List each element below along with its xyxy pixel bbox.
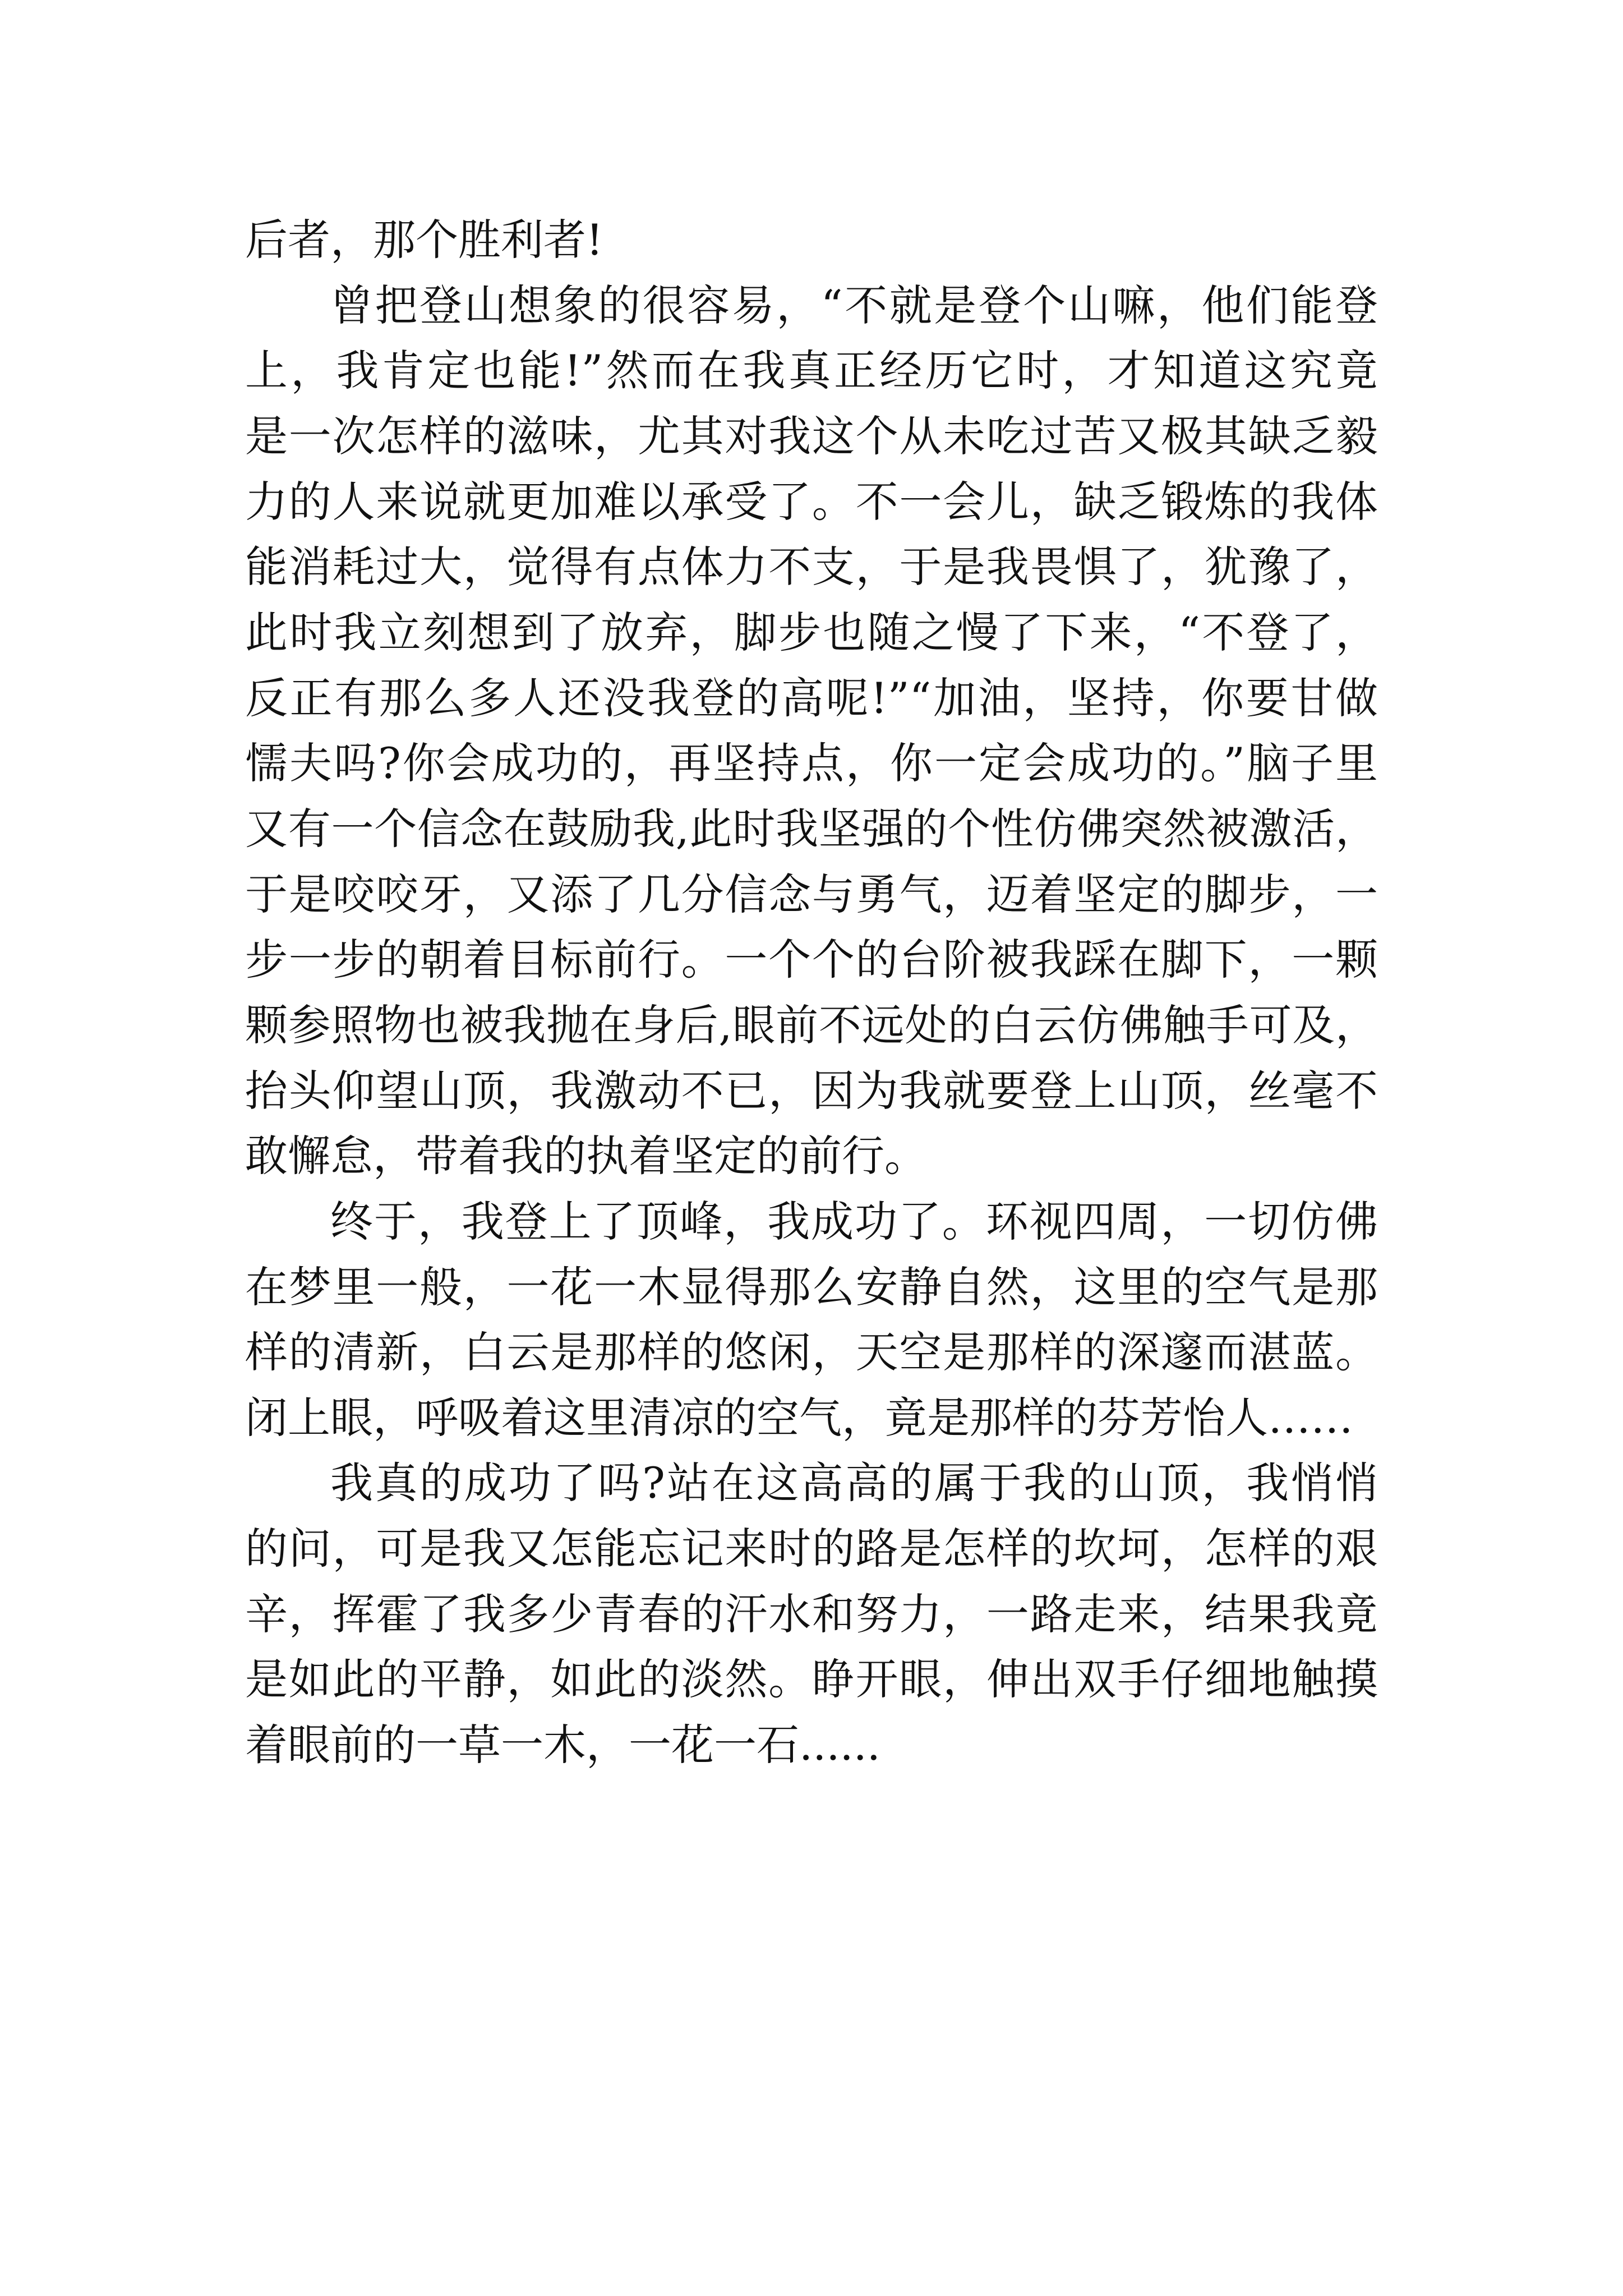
text-line: 曾把登山想象的很容易，“不就是登个山嘛，他们能登	[330, 280, 1378, 330]
paragraph	[245, 273, 1378, 1189]
text-line: 敢懈怠，带着我的执着坚定的前行。	[245, 1131, 927, 1181]
paragraph	[245, 1189, 1378, 1451]
text-line: 颗参照物也被我抛在身后,眼前不远处的白云仿佛触手可及，	[245, 1000, 1378, 1050]
body-text	[245, 208, 1378, 1778]
text-line: 力的人来说就更加难以承受了。不一会儿，缺乏锻炼的我体	[245, 476, 1378, 527]
text-line: 此时我立刻想到了放弃，脚步也随之慢了下来，“不登了，	[245, 607, 1378, 657]
text-line: 样的清新，白云是那样的悠闲，天空是那样的深邃而湛蓝。	[245, 1327, 1378, 1378]
text-line: 抬头仰望山顶，我激动不已，因为我就要登上山顶，丝毫不	[245, 1065, 1378, 1116]
text-line: 的问，可是我又怎能忘记来时的路是怎样的坎坷，怎样的艰	[245, 1524, 1378, 1574]
text-line: 于是咬咬牙，又添了几分信念与勇气，迈着坚定的脚步，一	[245, 869, 1378, 919]
text-line: 反正有那么多人还没我登的高呢!”“加油，坚持，你要甘做	[245, 673, 1378, 723]
text-line: 是一次怎样的滋味，尤其对我这个从未吃过苦又极其缺乏毅	[245, 411, 1378, 461]
text-line: 后者，那个胜利者!	[245, 215, 603, 265]
text-line: 我真的成功了吗?站在这高高的属于我的山顶，我悄悄	[330, 1458, 1378, 1508]
text-line: 辛，挥霍了我多少青春的汗水和努力，一路走来，结果我竟	[245, 1589, 1378, 1639]
paragraph	[245, 1451, 1378, 1778]
paragraph	[245, 208, 1378, 273]
text-line: 懦夫吗?你会成功的，再坚持点，你一定会成功的。”脑子里	[245, 738, 1378, 789]
text-line: 终于，我登上了顶峰，我成功了。环视四周，一切仿佛	[330, 1196, 1378, 1246]
text-line: 步一步的朝着目标前行。一个个的台阶被我踩在脚下，一颗	[245, 935, 1378, 985]
text-line: 着眼前的一草一木，一花一石......	[245, 1720, 880, 1770]
text-line: 在梦里一般，一花一木显得那么安静自然，这里的空气是那	[245, 1262, 1378, 1312]
text-line: 能消耗过大，觉得有点体力不支，于是我畏惧了，犹豫了，	[245, 542, 1378, 592]
text-line: 又有一个信念在鼓励我,此时我坚强的个性仿佛突然被激活，	[245, 803, 1378, 854]
text-line: 是如此的平静，如此的淡然。睁开眼，伸出双手仔细地触摸	[245, 1654, 1378, 1705]
text-line: 上，我肯定也能!”然而在我真正经历它时，才知道这究竟	[245, 346, 1378, 396]
text-line: 闭上眼，呼吸着这里清凉的空气，竟是那样的芬芳怡人……	[245, 1392, 1353, 1443]
